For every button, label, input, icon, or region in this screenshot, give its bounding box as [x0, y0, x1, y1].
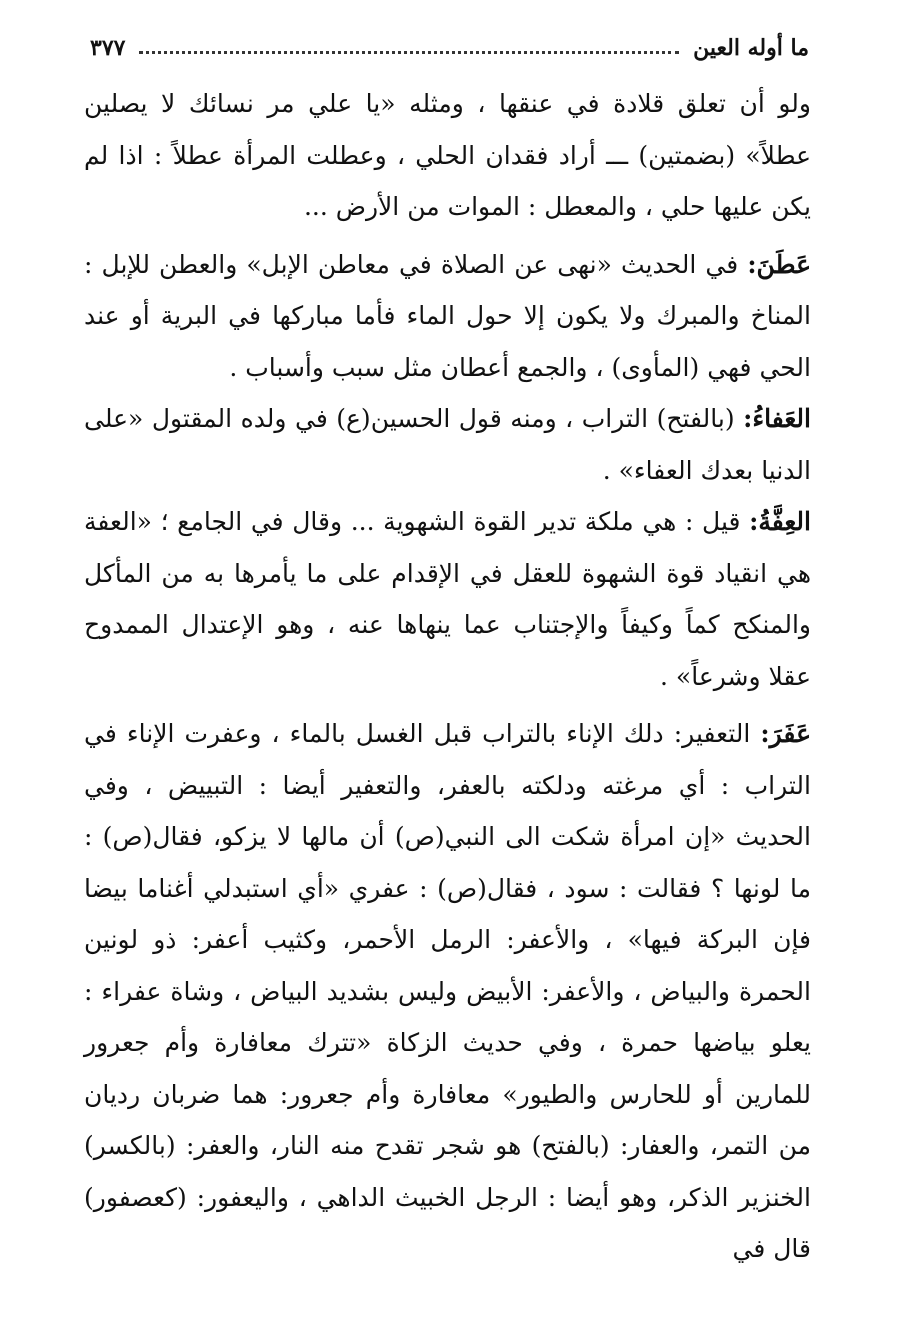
leader-dots: [139, 51, 679, 54]
headword: العِفَّةُ:: [749, 507, 811, 536]
running-head: [90, 30, 809, 66]
headword: العَفاءُ:: [743, 404, 811, 433]
entry-aliffa: [84, 496, 811, 702]
headword: عَطَنَ:: [747, 249, 811, 279]
running-head-title: ما أوله العين: [693, 35, 809, 61]
entry-alafa: [84, 393, 811, 496]
entry-text: قيل : هي ملكة تدير القوة الشهوية ... وقال في الجامع ؛ «العفة هي انقياد قوة الشهوة للعقل في الإقدام على ما يأمرها به من المأكل والمنكح كماً وكيفاً والإجتناب عما ينهاها عنه ، وهو الإعتدال الممدوح عقلا وشرعاً» .: [84, 507, 811, 691]
headword: عَفَرَ:: [760, 719, 811, 748]
entry-atana: [84, 239, 811, 394]
page-number: ٣٧٧: [90, 35, 126, 61]
entry-text: (بالفتح) التراب ، ومنه قول الحسين(ع) في ولده المقتول «على الدنيا بعدك العفاء» .: [84, 404, 811, 485]
body-text: [84, 78, 811, 1275]
paragraph-continuation: [84, 78, 811, 233]
entry-text: في الحديث «نهى عن الصلاة في معاطن الإبل» والعطن للإبل : المناخ والمبرك ولا يكون إلا حول الماء فأما مباركها في البرية أو عند الحي فهي (المأوى) ، والجمع أعطان مثل سبب وأسباب .: [84, 249, 811, 382]
paragraph-text: ولو أن تعلق قلادة في عنقها ، ومثله «يا علي مر نسائك لا يصلين عطلاً» (بضمتين) ـــ أراد فقدان الحلي ، وعطلت المرأة عطلاً : اذا لم يكن عليها حلي ، والمعطل : الموات من الأرض ...: [84, 89, 811, 221]
entry-text: التعفير: دلك الإناء بالتراب قبل الغسل بالماء ، وعفرت الإناء في التراب : أي مرغته ودلكته بالعفر، والتعفير أيضا : التبييض ، وفي الحديث «إن امرأة شكت الى النبي(ص) أن مالها لا يزكو، فقال(ص) : ما لونها ؟ فقالت : سود ، فقال(ص) : عفري «أي استبدلي أغناما بيضا فإن البركة فيها» ، والأعفر: الرمل الأحمر، وكثيب أعفر: ذو لونين الحمرة والبياض ، والأعفر: الأبيض وليس بشديد البياض ، وشاة عفراء : يعلو بياضها حمرة ، وفي حديث الزكاة «تترك معافارة وأم جعرور للمارين أو للحارس والطيور» معافارة وأم جعرور: هما ضربان رديان من التمر، والعفار: (بالفتح) هو شجر تقدح منه النار، والعفر: (بالكسر) الخنزير الذكر، وهو أيضا : الرجل الخبيث الداهي ، واليعفور: (كعصفور) قال في: [84, 719, 811, 1263]
entry-afara: [84, 708, 811, 1275]
